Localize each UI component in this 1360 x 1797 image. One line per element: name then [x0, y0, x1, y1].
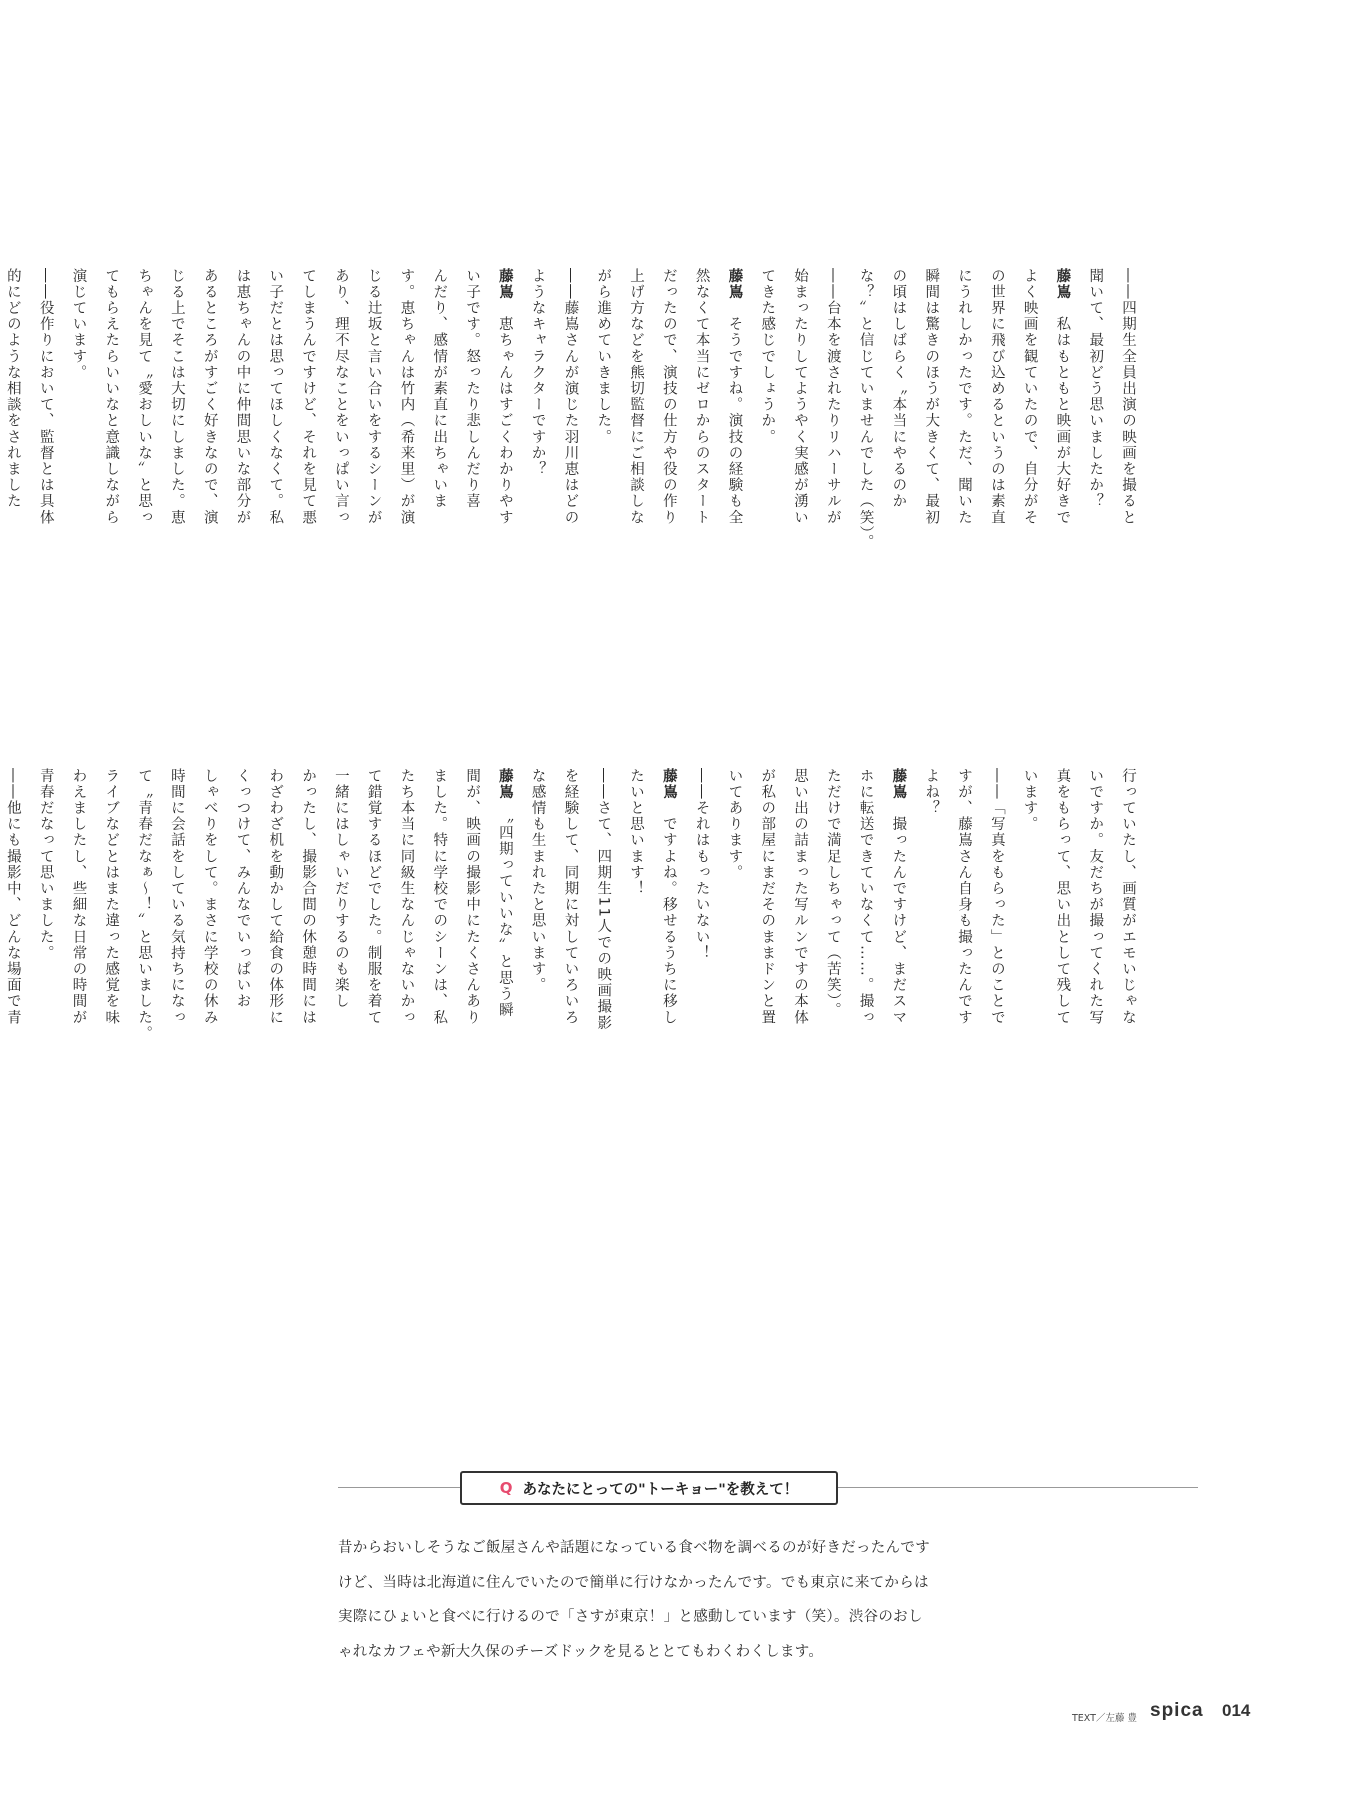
text-column: にうれしかったです。ただ、聞いた	[956, 268, 973, 526]
text-column: 一緒にはしゃいだりするのも楽し	[332, 768, 349, 1010]
text-column: ――四期生全員出演の映画を撮ると	[1120, 268, 1136, 526]
text-column: ――それはもったいない！	[693, 768, 710, 962]
text-column: 藤嶌 〝四期っていいな〟と思う瞬	[496, 768, 513, 1019]
text-column: しゃべりをして。まさに学校の休み	[201, 768, 218, 1026]
text-column: いてあります。	[726, 768, 743, 881]
speaker-name: 藤嶌	[890, 768, 907, 801]
text-column: 上げ方などを熊切監督にご相談しな	[628, 268, 645, 526]
text-column: 思い出の詰まった写ルンですの本体	[792, 768, 809, 1026]
text-column: だったので、演技の仕方や役の作り	[660, 268, 677, 526]
text-column: てもらえたらいいなと意識しながら	[103, 268, 120, 526]
text-column: てしまうんですけど、それを見て悪	[300, 268, 317, 526]
divider-right	[838, 1487, 1198, 1488]
text-column: 真をもらって、思い出として残して	[1054, 768, 1071, 1026]
text-column: 青春だなって思いました。	[37, 768, 54, 962]
text-column: わえましたし、些細な日常の時間が	[70, 768, 87, 1026]
text-column: じる上でそこは大切にしました。恵	[168, 268, 185, 526]
text-column: ました。特に学校でのシーンは、私	[431, 768, 448, 1026]
divider-left	[338, 1487, 460, 1488]
text-column: じる辻坂と言い合いをするシーンが	[365, 268, 382, 526]
text-column: 然なくて本当にゼロからのスタート	[693, 268, 710, 526]
text-column: 藤嶌 撮ったんですけど、まだスマ	[890, 768, 907, 1026]
text-column: が私の部屋にまだそのままドンと置	[759, 768, 776, 1026]
text-column: 藤嶌 ですよね。移せるうちに移し	[660, 768, 677, 1026]
text-column: てきた感じでしょうか。	[759, 268, 776, 446]
answer-line: 実際にひょいと食べに行けるので「さすが東京！」と感動しています（笑）。渋谷のおし	[338, 1609, 923, 1625]
answer-line: ゃれなカフェや新大久保のチーズドックを見るととてもわくわくします。	[338, 1643, 824, 1660]
question-box	[460, 1471, 838, 1505]
text-column: て錯覚するほどでした。制服を着て	[365, 768, 382, 1026]
text-column: ただけで満足しちゃって（苦笑）。	[824, 768, 841, 1019]
text-column: い子だとは思ってほしくなくて。私	[267, 268, 284, 526]
text-credit: TEXT／左藤 豊	[1072, 1713, 1137, 1724]
speaker-name: 藤嶌	[496, 768, 513, 801]
text-column: な感情も生まれたと思います。	[529, 768, 546, 994]
body-text-lower	[4, 768, 1144, 1113]
text-column: ――藤嶌さんが演じた羽川恵はどの	[562, 268, 579, 526]
text-column: んだり、感情が素直に出ちゃいま	[431, 268, 448, 510]
text-column: 的にどのような相談をされました	[4, 268, 21, 510]
text-column: ようなキャラクターですか？	[529, 268, 546, 478]
text-column: 藤嶌 そうですね。演技の経験も全	[726, 268, 743, 526]
speaker-name: 藤嶌	[496, 268, 513, 301]
text-column: の世界に飛び込めるというのは素直	[988, 268, 1005, 526]
text-column: 間が、映画の撮影中にたくさんあり	[464, 768, 481, 1026]
text-column: ――さて、四期生11人での映画撮影	[595, 768, 612, 1032]
text-column: 始まったりしてようやく実感が湧い	[792, 268, 809, 526]
text-column: ――他にも撮影中、どんな場面で青	[4, 768, 21, 1026]
text-column: あるところがすごく好きなので、演	[201, 268, 218, 526]
text-column: 藤嶌 恵ちゃんはすごくわかりやす	[496, 268, 513, 526]
text-column: たいと思います！	[628, 768, 645, 897]
text-column: よね？	[923, 768, 940, 817]
question-text: あなたにとっての"トーキョー"を教えて！	[522, 1481, 799, 1498]
text-column: 演じています。	[70, 268, 87, 381]
text-column: ホに転送できていなくて……。撮っ	[857, 768, 874, 1026]
text-column: を経験して、同期に対していろいろ	[562, 768, 579, 1026]
answer-line: 昔からおいしそうなご飯屋さんや話題になっている食べ物を調べるのが好きだったんです	[338, 1540, 930, 1556]
text-column: は恵ちゃんの中に仲間思いな部分が	[234, 268, 251, 526]
text-column: ――台本を渡されたりリハーサルが	[824, 268, 841, 526]
text-column: ライブなどとはまた違った感覚を味	[103, 768, 120, 1026]
text-column: 行っていたし、画質がエモいじゃな	[1120, 768, 1136, 1026]
question-mark-icon: Q	[499, 1479, 513, 1497]
text-column: あり、理不尽なことをいっぱい言っ	[332, 268, 349, 526]
body-text-upper	[4, 268, 1144, 613]
speaker-name: 藤嶌	[726, 268, 743, 301]
page-number: 014	[1222, 1701, 1251, 1720]
text-column: ちゃんを見て〝愛おしいな〟と思っ	[136, 268, 153, 526]
speaker-name: 藤嶌	[660, 768, 677, 801]
text-column: 時間に会話をしている気持ちになっ	[168, 768, 185, 1026]
text-column: よく映画を観ていたので、自分がそ	[1021, 268, 1038, 526]
text-column: いですか。友だちが撮ってくれた写	[1087, 768, 1104, 1026]
speaker-name: 藤嶌	[1054, 268, 1071, 301]
text-column: 瞬間は驚きのほうが大きくて、最初	[923, 268, 940, 526]
text-column: 聞いて、最初どう思いましたか？	[1087, 268, 1104, 510]
answer-line: けど、当時は北海道に住んでいたので簡単に行けなかったんです。でも東京に来てからは	[338, 1574, 929, 1591]
text-column: な？〟と信じていませんでした（笑）。	[857, 268, 874, 551]
text-column: すが、藤嶌さん自身も撮ったんです	[956, 768, 973, 1026]
text-column: くっつけて、みんなでいっぱいお	[234, 768, 251, 1010]
text-column: 藤嶌 私はもともと映画が大好きで	[1054, 268, 1071, 526]
text-column: の頃はしばらく〝本当にやるのか	[890, 268, 907, 510]
text-column: います。	[1021, 768, 1038, 833]
magazine-logo: spica	[1150, 1700, 1204, 1721]
text-column: い子です。怒ったり悲しんだり喜	[464, 268, 481, 510]
text-column: す。恵ちゃんは竹内（希来里）が演	[398, 268, 415, 526]
text-column: がら進めていきました。	[595, 268, 612, 446]
text-column: て〝青春だなぁ～！〟と思いました。	[136, 768, 153, 1042]
text-column: ――「写真をもらった」とのことで	[988, 768, 1005, 1026]
text-column: ――役作りにおいて、監督とは具体	[37, 268, 54, 526]
answer-text	[338, 1531, 1198, 1669]
text-column: わざわざ机を動かして給食の体形に	[267, 768, 284, 1026]
text-column: かったし、撮影合間の休憩時間には	[300, 768, 317, 1026]
text-column: たち本当に同級生なんじゃないかっ	[398, 768, 415, 1026]
